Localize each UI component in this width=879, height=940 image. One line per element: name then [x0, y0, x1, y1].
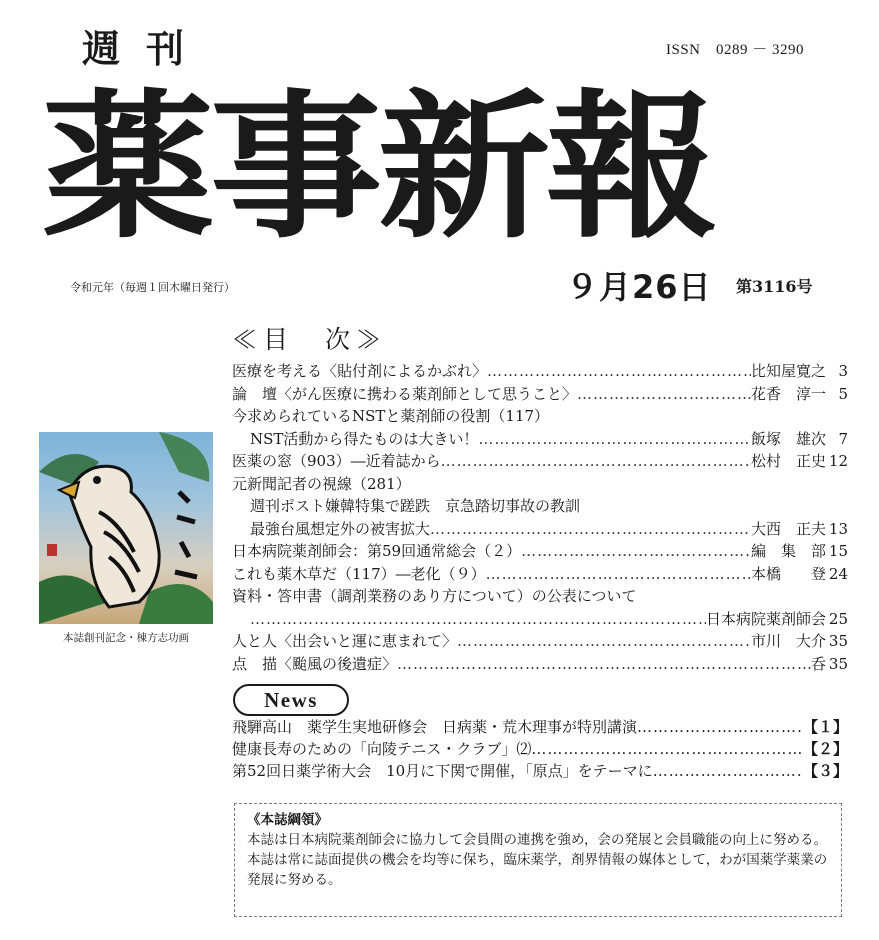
artwork-caption: 本誌創刊記念・棟方志功画	[63, 632, 189, 644]
toc-item-title: 点 描〈颱風の後遺症〉	[232, 654, 398, 673]
principles-line: 本誌は常に誌面提供の機会を均等に保ち，臨床薬学，剤界情報の媒体として，わが国薬学薬業の発展に努める。	[247, 852, 828, 888]
toc-leader	[521, 540, 751, 563]
toc-item-title: 医療を考える〈貼付剤によるかぶれ〉	[232, 362, 488, 380]
toc-item-title: 人と人〈出会いと運に恵まれて〉	[232, 632, 458, 650]
toc-leader	[577, 383, 751, 406]
toc-item-author: 編 集 部	[750, 542, 826, 560]
toc-leader	[478, 428, 751, 451]
news-badge: News	[233, 684, 349, 716]
toc-item-title: これも薬木草だ（117）―老化（９）	[232, 564, 486, 583]
toc-item	[232, 563, 848, 586]
toc-item	[232, 540, 848, 563]
toc-item-page: 35	[828, 654, 848, 673]
toc-item-author: 松村 正史	[750, 452, 826, 470]
toc-leader	[430, 518, 751, 541]
issue-number: 第3116号	[736, 277, 813, 296]
toc-item-author: 花香 淳一	[750, 384, 826, 403]
toc-item-title: NST活動から得たものは大きい！	[250, 429, 479, 448]
toc-leader	[487, 360, 751, 383]
news-item	[232, 716, 848, 738]
principles-line: 本誌は日本病院薬剤師会に協力して会員間の連携を強め，会の発展と会員職能の向上に努める。	[247, 832, 827, 848]
toc-item-title: 週刊ポスト嫌韓特集で蹉跌 京急踏切事故の教訓	[250, 497, 581, 515]
toc-item-page: 25	[828, 609, 848, 628]
news-item-title: 健康長寿のための「向陵テニス・クラブ」⑵	[232, 740, 532, 758]
toc-item-author: 日本病院薬剤師会	[705, 609, 826, 628]
news-item-page: 【３】	[802, 762, 848, 780]
toc-item	[232, 383, 848, 406]
toc-item-page: 15	[828, 542, 848, 560]
toc-item-title: 資料・答申書（調剤業務のあり方について）の公表について	[232, 587, 637, 605]
toc-item-page: 13	[828, 519, 848, 538]
toc-item	[232, 360, 848, 383]
toc-item-title: 元新聞記者の視線（281）	[232, 474, 411, 493]
toc-item	[232, 495, 848, 518]
toc-item-author: 大西 正夫	[750, 519, 826, 538]
toc-item-author: 飯塚 雄次	[750, 429, 826, 448]
news-leader	[653, 760, 803, 782]
toc-item-page: 3	[838, 362, 848, 380]
news-item	[232, 760, 848, 782]
toc-item	[232, 473, 848, 496]
era-note: 令和元年（毎週１回木曜日発行）	[70, 281, 235, 294]
toc-leader	[250, 608, 706, 631]
editorial-principles	[234, 803, 842, 917]
toc-item-title: 最強台風想定外の被害拡大	[250, 519, 431, 538]
news-item-page: 【２】	[802, 740, 848, 758]
toc-item-author: 呑	[810, 654, 826, 673]
news-leader	[637, 716, 803, 738]
toc-item	[232, 653, 848, 676]
news-item-page: 【１】	[802, 718, 848, 736]
toc-item	[232, 585, 848, 608]
toc-item	[232, 450, 848, 473]
toc-item-page: 5	[838, 384, 848, 403]
toc-item-author: 市川 大介	[750, 632, 826, 650]
toc-leader	[441, 450, 751, 473]
toc-leader	[457, 630, 751, 653]
news-item-title: 第52回日薬学術大会 10月に下関で開催，「原点」をテーマに	[232, 762, 653, 780]
masthead-title: 薬事新報	[42, 73, 714, 261]
toc-item	[232, 608, 848, 631]
news-item-title: 飛騨高山 薬学生実地研修会 日病薬・荒木理事が特別講演	[232, 718, 638, 736]
toc-item-author: 比知屋寛之	[750, 362, 826, 380]
issue-date: ９月26日	[566, 268, 712, 306]
toc-item-title: 論 壇〈がん医療に携わる薬剤師として思うこと〉	[232, 384, 578, 403]
issn-number: ISSN 0289 － 3290	[666, 42, 805, 58]
toc-item-page: 24	[828, 564, 848, 583]
toc-item-page: 7	[838, 429, 848, 448]
toc-item-title: 今求められているNSTと薬剤師の役割（117）	[232, 407, 550, 425]
table-of-contents	[232, 360, 848, 675]
toc-heading: ≪目 次≫	[232, 325, 388, 354]
toc-item-title: 日本病院薬剤師会：第59回通常総会（２）	[232, 542, 522, 560]
hawk-painting-icon	[39, 432, 213, 624]
toc-item	[232, 630, 848, 653]
toc-item-page: 12	[828, 452, 848, 470]
principles-title: 《本誌綱領》	[247, 812, 328, 828]
news-leader	[531, 738, 803, 760]
toc-item	[232, 405, 848, 428]
toc-leader	[486, 563, 751, 586]
toc-item	[232, 428, 848, 451]
toc-item-title: 医薬の窓（903）―近着誌から	[232, 452, 441, 470]
toc-item	[232, 518, 848, 541]
toc-leader	[397, 653, 811, 676]
weekly-label: 週刊	[82, 27, 211, 71]
toc-item-page: 35	[828, 632, 848, 650]
news-list	[232, 716, 848, 782]
news-item	[232, 738, 848, 760]
toc-item-author: 本橋 登	[750, 564, 826, 583]
